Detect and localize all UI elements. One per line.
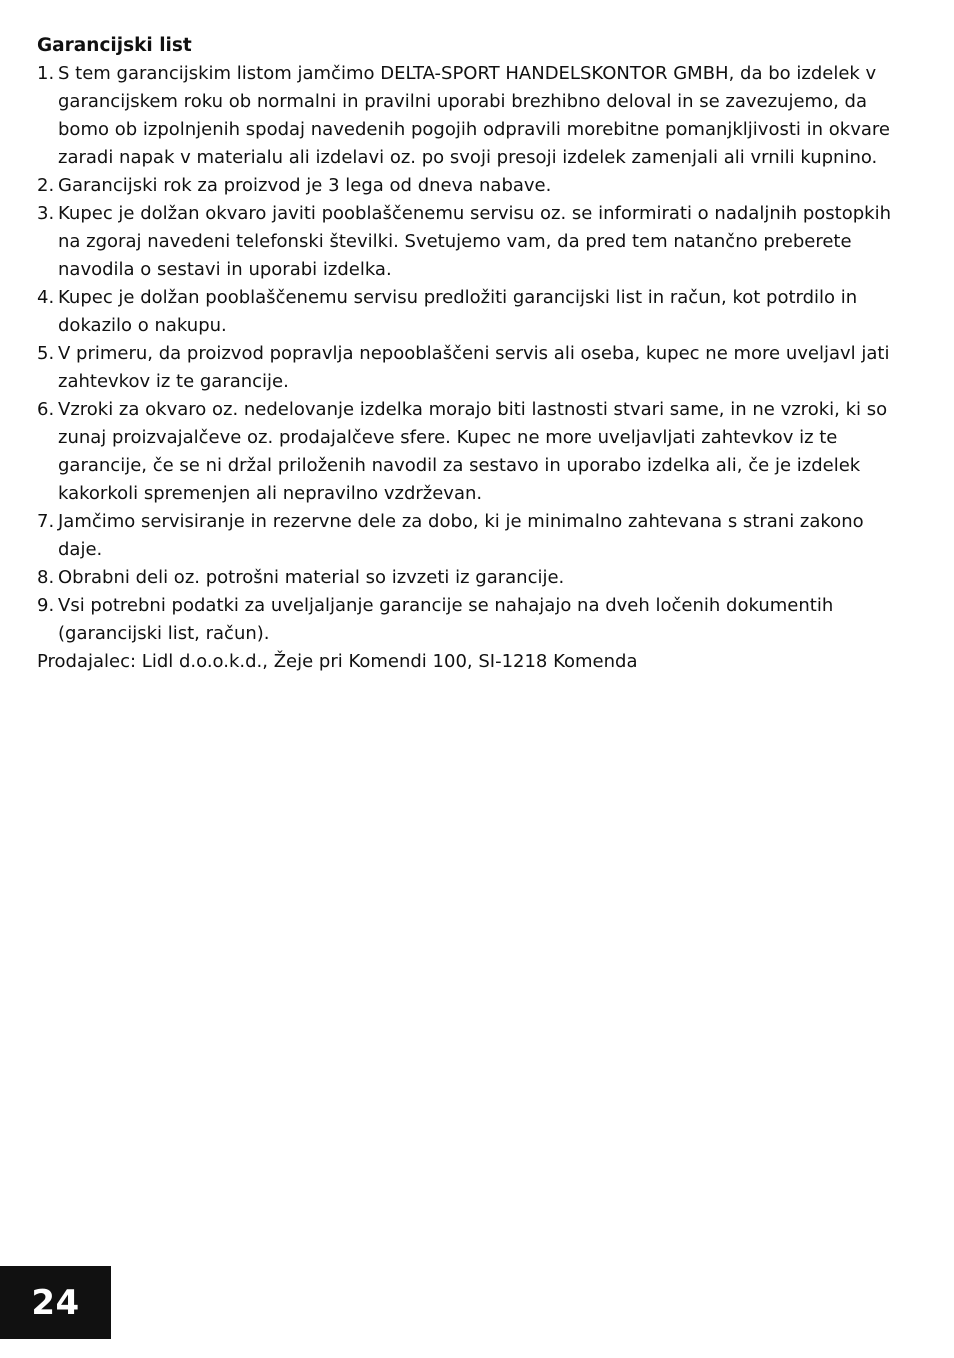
list-item: [37, 564, 897, 592]
list-item: [37, 60, 897, 172]
list-item: [37, 340, 897, 396]
item-number: 2.: [37, 175, 55, 196]
item-number: 5.: [37, 343, 55, 364]
item-number: 1.: [37, 63, 55, 84]
item-number: 4.: [37, 287, 55, 308]
item-text: V primeru, da proizvod popravlja nepooblaščeni servis ali oseba, kupec ne more uveljavl jati zahtevkov iz te garancije.: [58, 343, 890, 392]
item-text: Jamčimo servisiranje in rezervne dele za dobo, ki je minimalno zahtevana s strani zakono daje.: [58, 511, 864, 560]
item-number: 7.: [37, 511, 55, 532]
item-text: Vzroki za okvaro oz. nedelovanje izdelka morajo biti lastnosti stvari same, in ne vzroki, ki so zunaj proizvajalčeve oz. prodajalčeve sfere. Kupec ne more uveljavljati zahtevkov iz te garancije, če se ni držal priloženih navodil za sestavo in uporabo izdelka ali, če je izdelek kakorkoli spremenjen ali nepravilno vzdrževan.: [58, 399, 888, 504]
item-text: Vsi potrebni podatki za uveljaljanje garancije se nahajajo na dveh ločenih dokumentih (garancijski list, račun).: [58, 595, 834, 644]
warranty-terms-list: [37, 60, 897, 648]
item-number: 8.: [37, 567, 55, 588]
seller-info: Prodajalec: Lidl d.o.o.k.d., Žeje pri Komendi 100, SI-1218 Komenda: [37, 651, 638, 672]
list-item: [37, 200, 897, 284]
list-item: [37, 592, 897, 648]
document-body: [37, 32, 897, 676]
item-text: Kupec je dolžan okvaro javiti pooblaščenemu servisu oz. se informirati o nadaljnih postopkih na zgoraj navedeni telefonski številki. Svetujemo vam, da pred tem natančno preberete navodila o sestavi in uporabi izdelka.: [58, 203, 892, 280]
item-number: 9.: [37, 595, 55, 616]
page-number-badge: 24: [0, 1266, 111, 1339]
item-number: 3.: [37, 203, 55, 224]
list-item: [37, 396, 897, 508]
page-title: Garancijski list: [37, 35, 192, 56]
item-text: Obrabni deli oz. potrošni material so izvzeti iz garancije.: [58, 567, 565, 588]
list-item: [37, 172, 897, 200]
list-item: [37, 508, 897, 564]
item-text: Kupec je dolžan pooblaščenemu servisu predložiti garancijski list in račun, kot potrdilo in dokazilo o nakupu.: [58, 287, 858, 336]
item-number: 6.: [37, 399, 55, 420]
item-text: Garancijski rok za proizvod je 3 lega od dneva nabave.: [58, 175, 552, 196]
item-text: S tem garancijskim listom jamčimo DELTA-SPORT HANDELSKONTOR GMBH, da bo izdelek v garancijskem roku ob normalni in pravilni uporabi brezhibno deloval in se zavezujemo, da bomo ob izpolnjenih spodaj navedenih pogojih odpravili morebitne pomanjkljivosti in okvare zaradi napak v materialu ali izdelavi oz. po svoji presoji izdelek zamenjali ali vrnili kupnino.: [58, 63, 890, 168]
list-item: [37, 284, 897, 340]
